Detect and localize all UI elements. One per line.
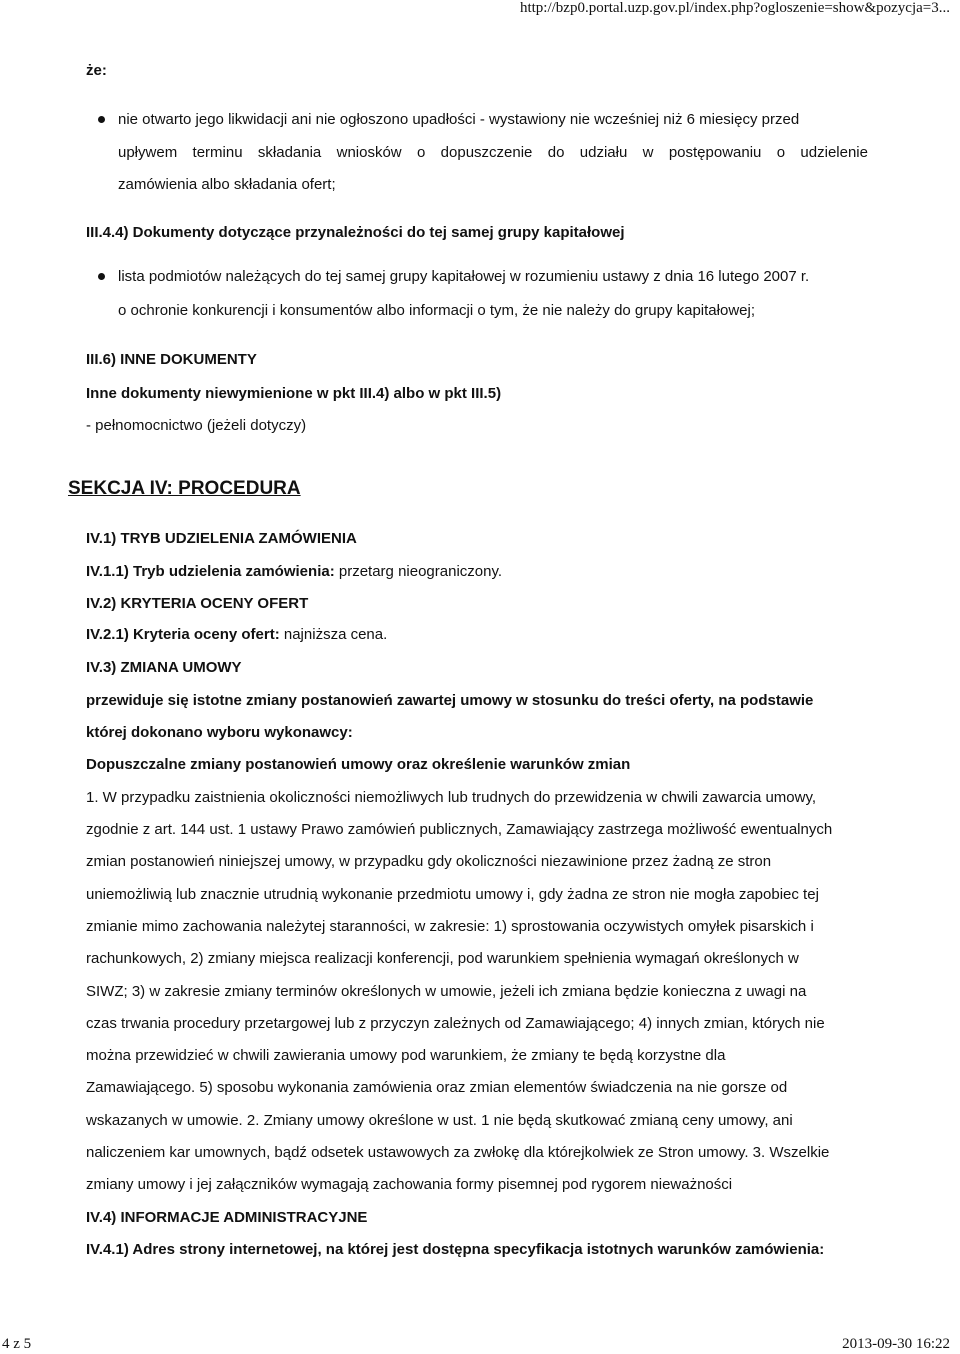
iv3-p2: której dokonano wyboru wykonawcy:	[86, 724, 353, 741]
section-iv-title: SEKCJA IV: PROCEDURA	[68, 478, 301, 499]
iv3-line: zmian postanowień niniejszej umowy, w przypadku gdy okoliczności niezawinione przez żadną ze stron	[86, 853, 772, 870]
iv2-sub-label: IV.2.1) Kryteria oceny ofert:	[86, 626, 280, 643]
iv3-line: naliczeniem kar umownych, bądź odsetek ustawowych za zwłokę dla którejkolwiek ze Stron umowy. 3. Wszelkie	[86, 1144, 830, 1161]
iv1-sub	[86, 563, 502, 580]
bullet2-line1: lista podmiotów należących do tej samej grupy kapitałowej w rozumieniu ustawy z dnia 16 lutego 2007 r.	[118, 268, 810, 285]
bullet1-line2: upływem terminu składania wniosków o dopuszczenie do udziału w postępowaniu o udzielenie	[118, 144, 868, 161]
section-iii-6-sub: Inne dokumenty niewymienione w pkt III.4) albo w pkt III.5)	[86, 385, 502, 402]
iv3-line: zmiany umowy i jej załączników wymagają zachowania formy pisemnej pod rygorem nieważności	[86, 1176, 733, 1193]
intro-ze: że:	[86, 62, 107, 79]
iv1-sub-value: przetarg nieograniczony.	[334, 563, 503, 580]
iv3-line: zgodnie z art. 144 ust. 1 ustawy Prawo zamówień publicznych, Zamawiający zastrzega możliwość ewentualnych	[86, 821, 833, 838]
iv1-heading: IV.1) TRYB UDZIELENIA ZAMÓWIENIA	[86, 530, 357, 547]
iv3-line: Zamawiającego. 5) sposobu wykonania zamówienia oraz zmian elementów świadczenia na nie gorsze od	[86, 1079, 788, 1096]
iv3-line: SIWZ; 3) w zakresie zmiany terminów określonych w umowie, jeżeli ich zmiana będzie konieczna z uwagi na	[86, 983, 807, 1000]
iv4-heading: IV.4) INFORMACJE ADMINISTRACYJNE	[86, 1209, 368, 1226]
bullet1-line1: nie otwarto jego likwidacji ani nie ogłoszono upadłości - wystawiony nie wcześniej niż 6 miesięcy przed	[118, 111, 800, 128]
iv4-sub: IV.4.1) Adres strony internetowej, na której jest dostępna specyfikacja istotnych warunków zamówienia:	[86, 1241, 825, 1258]
iv2-sub-value: najniższa cena.	[279, 626, 388, 643]
bullet-icon	[98, 116, 105, 123]
bullet1-line3: zamówienia albo składania ofert;	[118, 176, 336, 193]
iv3-line: rachunkowych, 2) zmiany miejsca realizacji konferencji, pod warunkiem spełnienia wymagań określonych w	[86, 950, 799, 967]
iv3-p1: przewiduje się istotne zmiany postanowień zawartej umowy w stosunku do treści oferty, na podstawie	[86, 692, 814, 709]
iv3-line: zmianie mimo zachowania należytej staranności, w zakresie: 1) sprostowania oczywistych omyłek pisarskich i	[86, 918, 814, 935]
iv3-line: wskazanych w umowie. 2. Zmiany umowy określone w ust. 1 nie będą skutkować zmianą ceny umowy, ani	[86, 1112, 793, 1129]
iv3-line: czas trwania procedury przetargowej lub z przyczyn zależnych od Zamawiającego; 4) innych zmian, których nie	[86, 1015, 825, 1032]
iv2-heading: IV.2) KRYTERIA OCENY OFERT	[86, 595, 309, 612]
iv3-line: 1. W przypadku zaistnienia okoliczności niemożliwych lub trudnych do przewidzenia w chwili zawarcia umowy,	[86, 789, 817, 806]
page-number: 4 z 5	[2, 1336, 32, 1352]
bullet-icon	[98, 273, 105, 280]
iv1-sub-label: IV.1.1) Tryb udzielenia zamówienia:	[86, 563, 335, 580]
page-url: http://bzp0.portal.uzp.gov.pl/index.php?ogloszenie=show&pozycja=3...	[519, 0, 950, 16]
iv3-p3: Dopuszczalne zmiany postanowień umowy oraz określenie warunków zmian	[86, 756, 631, 773]
section-iii-6-heading: III.6) INNE DOKUMENTY	[86, 351, 257, 368]
bullet2-line2: o ochronie konkurencji i konsumentów albo informacji o tym, że nie należy do grupy kapitałowej;	[118, 302, 755, 319]
iv3-line: uniemożliwią lub znacznie utrudnią wykonanie przedmiotu umowy i, gdy żadna ze stron nie mogła zapobiec tej	[86, 886, 819, 903]
section-iii-4-4-heading: III.4.4) Dokumenty dotyczące przynależności do tej samej grupy kapitałowej	[86, 224, 625, 241]
iv3-heading: IV.3) ZMIANA UMOWY	[86, 659, 242, 676]
iv2-sub	[86, 626, 387, 643]
print-datetime: 2013-09-30 16:22	[842, 1336, 950, 1352]
iv3-line: można przewidzieć w chwili zawierania umowy pod warunkiem, że zmiany te będą korzystne dla	[86, 1047, 726, 1064]
section-iii-6-text: - pełnomocnictwo (jeżeli dotyczy)	[86, 417, 307, 434]
